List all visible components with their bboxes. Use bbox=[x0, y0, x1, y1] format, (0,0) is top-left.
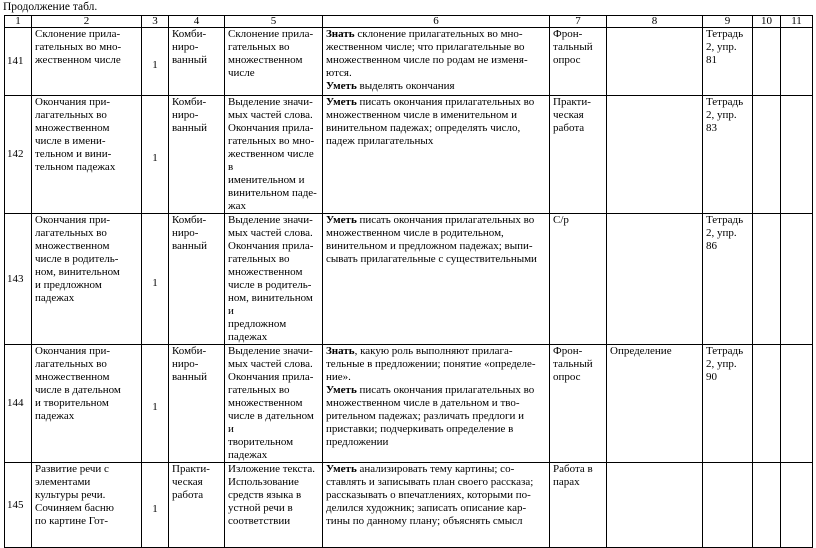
lesson-type-cell: Комби- ниро- ванный bbox=[169, 345, 225, 463]
requirement-text: склонение прилагательных во мно- bbox=[354, 28, 523, 40]
control-type-cell: Практи- ческая работа bbox=[550, 96, 607, 214]
header-cell: 3 bbox=[142, 16, 169, 28]
hours-cell: 1 bbox=[142, 96, 169, 214]
column-10-cell bbox=[753, 214, 781, 345]
column-10-cell bbox=[753, 463, 781, 548]
requirement-line bbox=[326, 489, 547, 502]
header-cell: 5 bbox=[225, 16, 323, 28]
requirement-text: писать окончания прилагательных во bbox=[356, 384, 535, 396]
requirement-text: множественном числе по родам не изменя- bbox=[326, 54, 528, 66]
requirement-text: писать окончания прилагательных во bbox=[356, 96, 535, 108]
control-type-cell: Фрон- тальный опрос bbox=[550, 345, 607, 463]
hours-cell: 1 bbox=[142, 214, 169, 345]
lesson-type-cell: Комби- ниро- ванный bbox=[169, 214, 225, 345]
table-row bbox=[5, 345, 813, 463]
header-cell: 8 bbox=[607, 16, 703, 28]
requirements-cell bbox=[323, 463, 550, 548]
requirement-text: жественном числе; что прилагательные во bbox=[326, 41, 525, 53]
requirement-text: сывать прилагательные с существительными bbox=[326, 253, 537, 265]
requirement-line bbox=[326, 397, 547, 410]
requirement-text: , какую роль выполняют прилага- bbox=[354, 345, 513, 357]
lesson-number-cell: 144 bbox=[5, 345, 32, 463]
requirement-line bbox=[326, 80, 547, 93]
requirements-cell bbox=[323, 28, 550, 96]
homework-cell: Тетрадь 2, упр. 81 bbox=[703, 28, 753, 96]
hours-cell: 1 bbox=[142, 345, 169, 463]
homework-cell: Тетрадь 2, упр. 83 bbox=[703, 96, 753, 214]
column-11-cell bbox=[781, 214, 813, 345]
requirement-line bbox=[326, 463, 547, 476]
lesson-type-cell: Практи- ческая работа bbox=[169, 463, 225, 548]
header-cell: 9 bbox=[703, 16, 753, 28]
header-cell: 7 bbox=[550, 16, 607, 28]
requirement-line bbox=[326, 345, 547, 358]
requirement-line bbox=[326, 28, 547, 41]
requirement-line bbox=[326, 135, 547, 148]
header-cell: 6 bbox=[323, 16, 550, 28]
terms-cell bbox=[607, 214, 703, 345]
requirement-keyword: Уметь bbox=[326, 80, 357, 92]
requirement-line bbox=[326, 515, 547, 528]
requirement-text: множественном числе в именительном и bbox=[326, 109, 518, 121]
content-elements-cell: Изложение текста. Использование средств языка в устной речи в соответствии bbox=[225, 463, 323, 548]
requirement-line bbox=[326, 41, 547, 54]
control-type-cell: Фрон- тальный опрос bbox=[550, 28, 607, 96]
column-10-cell bbox=[753, 345, 781, 463]
requirement-line bbox=[326, 67, 547, 80]
requirements-cell bbox=[323, 214, 550, 345]
homework-cell: Тетрадь 2, упр. 86 bbox=[703, 214, 753, 345]
terms-cell bbox=[607, 463, 703, 548]
requirement-keyword: Уметь bbox=[326, 463, 357, 475]
header-cell: 4 bbox=[169, 16, 225, 28]
requirement-text: падеж прилагательных bbox=[326, 135, 434, 147]
requirement-keyword: Уметь bbox=[326, 384, 357, 396]
requirement-line bbox=[326, 410, 547, 423]
requirement-line bbox=[326, 54, 547, 67]
header-row bbox=[5, 16, 813, 28]
requirement-line bbox=[326, 240, 547, 253]
control-type-cell: С/р bbox=[550, 214, 607, 345]
requirement-line bbox=[326, 384, 547, 397]
requirement-text: ются. bbox=[326, 67, 352, 79]
requirement-text: винительном и предложном падежах; выпи- bbox=[326, 240, 533, 252]
requirement-keyword: Уметь bbox=[326, 96, 357, 108]
content-elements-cell: Выделение значи- мых частей слова. Окончания прила- гательных во множественном числе в дательном и творительном падежах bbox=[225, 345, 323, 463]
requirement-text: делился художник; записать описание кар- bbox=[326, 502, 527, 514]
table-row bbox=[5, 28, 813, 96]
requirement-text: винительном падежах; определять число, bbox=[326, 122, 521, 134]
content-elements-cell: Выделение значи- мых частей слова. Окончания прила- гательных во мно- жественном числе в именительном и винительном падe- жах bbox=[225, 96, 323, 214]
header-cell: 2 bbox=[32, 16, 142, 28]
requirement-text: множественном числе в дательном и тво- bbox=[326, 397, 520, 409]
requirement-line bbox=[326, 109, 547, 122]
requirement-line bbox=[326, 358, 547, 371]
requirement-line bbox=[326, 214, 547, 227]
requirement-line bbox=[326, 502, 547, 515]
lesson-number-cell: 145 bbox=[5, 463, 32, 548]
content-elements-cell: Выделение значи- мых частей слова. Окончания прила- гательных во множественном числе в родитель- ном, винительном и предложном падежах bbox=[225, 214, 323, 345]
requirement-keyword: Знать bbox=[326, 28, 355, 40]
terms-cell bbox=[607, 28, 703, 96]
lesson-topic-cell: Развитие речи с элементами культуры речи. Сочиняем басню по картине Гот- bbox=[32, 463, 142, 548]
requirement-text: ние». bbox=[326, 371, 351, 383]
content-elements-cell: Склонение прила- гательных во множественном числе bbox=[225, 28, 323, 96]
requirement-text: анализировать тему картины; со- bbox=[356, 463, 515, 475]
header-cell: 10 bbox=[753, 16, 781, 28]
requirement-text: выделять окончания bbox=[356, 80, 455, 92]
requirement-text: рительном падежах; различать предлоги и bbox=[326, 410, 525, 422]
lesson-number-cell: 141 bbox=[5, 28, 32, 96]
requirement-line bbox=[326, 122, 547, 135]
lesson-topic-cell: Окончания при- лагательных во множественном числе в родитель- ном, винительном и предложном падежах bbox=[32, 214, 142, 345]
homework-cell: Тетрадь 2, упр. 90 bbox=[703, 345, 753, 463]
column-10-cell bbox=[753, 28, 781, 96]
requirements-cell bbox=[323, 345, 550, 463]
lesson-number-cell: 142 bbox=[5, 96, 32, 214]
lesson-number-cell: 143 bbox=[5, 214, 32, 345]
column-11-cell bbox=[781, 345, 813, 463]
requirement-line bbox=[326, 96, 547, 109]
terms-cell bbox=[607, 96, 703, 214]
control-type-cell: Работа в парах bbox=[550, 463, 607, 548]
lesson-topic-cell: Окончания при- лагательных во множественном числе в дательном и творительном падежах bbox=[32, 345, 142, 463]
requirement-line bbox=[326, 227, 547, 240]
column-10-cell bbox=[753, 96, 781, 214]
requirement-text: писать окончания прилагательных во bbox=[356, 214, 535, 226]
hours-cell: 1 bbox=[142, 463, 169, 548]
requirement-keyword: Знать bbox=[326, 345, 355, 357]
table-row bbox=[5, 96, 813, 214]
header-cell: 1 bbox=[5, 16, 32, 28]
requirement-text: ставлять и записывать план своего рассказа; bbox=[326, 476, 534, 488]
requirement-line bbox=[326, 253, 547, 266]
hours-cell: 1 bbox=[142, 28, 169, 96]
requirement-keyword: Уметь bbox=[326, 214, 357, 226]
terms-cell: Определение bbox=[607, 345, 703, 463]
requirement-line bbox=[326, 371, 547, 384]
requirement-text: множественном числе в родительном, bbox=[326, 227, 504, 239]
requirement-line bbox=[326, 423, 547, 436]
lesson-plan-table bbox=[4, 15, 813, 548]
table-caption: Продолжение табл. bbox=[3, 1, 98, 13]
lesson-type-cell: Комби- ниро- ванный bbox=[169, 28, 225, 96]
lesson-type-cell: Комби- ниро- ванный bbox=[169, 96, 225, 214]
requirement-text: предложении bbox=[326, 436, 389, 448]
table-row bbox=[5, 214, 813, 345]
requirement-text: тельные в предложении; понятие «определе- bbox=[326, 358, 536, 370]
column-11-cell bbox=[781, 463, 813, 548]
requirement-text: приставки; подчеркивать определение в bbox=[326, 423, 514, 435]
requirement-line bbox=[326, 436, 547, 449]
requirements-cell bbox=[323, 96, 550, 214]
table-row bbox=[5, 463, 813, 548]
header-cell: 11 bbox=[781, 16, 813, 28]
requirement-line bbox=[326, 476, 547, 489]
lesson-topic-cell: Окончания при- лагательных во множественном числе в имени- тельном и вини- тельном падежах bbox=[32, 96, 142, 214]
lesson-topic-cell: Склонение прила- гательных во мно- жественном числе bbox=[32, 28, 142, 96]
homework-cell bbox=[703, 463, 753, 548]
column-11-cell bbox=[781, 28, 813, 96]
column-11-cell bbox=[781, 96, 813, 214]
requirement-text: тины по данному плану; объяснять смысл bbox=[326, 515, 523, 527]
requirement-text: рассказывать о впечатлениях, которыми по- bbox=[326, 489, 531, 501]
